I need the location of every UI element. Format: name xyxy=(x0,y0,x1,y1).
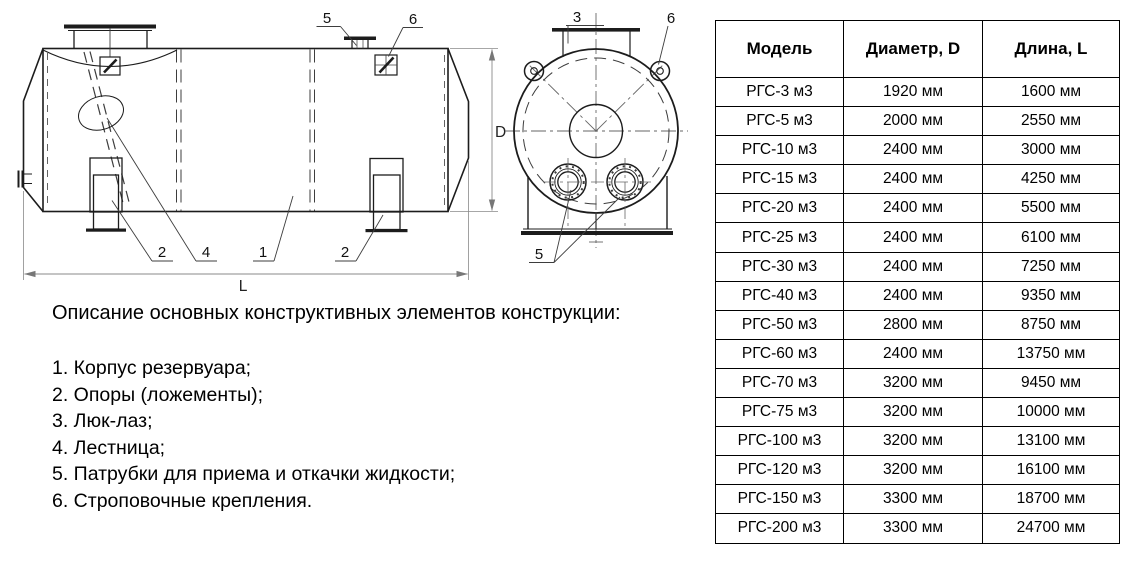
sling-fixture-right xyxy=(375,55,397,75)
table-row xyxy=(716,107,1120,136)
end-support xyxy=(521,176,673,235)
length-cell: 13100 мм xyxy=(983,427,1120,456)
svg-text:6: 6 xyxy=(408,11,418,28)
length-cell: 9450 мм xyxy=(983,368,1120,397)
table-row xyxy=(716,223,1120,252)
diameter-cell: 3200 мм xyxy=(844,427,983,456)
diameter-cell: 2400 мм xyxy=(844,252,983,281)
support-left xyxy=(86,158,126,232)
length-cell: 16100 мм xyxy=(983,456,1120,485)
table-row xyxy=(716,485,1120,514)
callout-lug xyxy=(659,10,676,65)
model-cell: РГС-200 м3 xyxy=(716,514,844,543)
description-item-nozzles: 5. Патрубки для приема и откачки жидкости; xyxy=(52,463,456,486)
diameter-cell: 3200 мм xyxy=(844,368,983,397)
model-cell: РГС-3 м3 xyxy=(716,78,844,107)
model-cell: РГС-20 м3 xyxy=(716,194,844,223)
svg-text:2: 2 xyxy=(340,244,350,261)
model-cell: РГС-120 м3 xyxy=(716,456,844,485)
description-item-supports: 2. Опоры (ложементы); xyxy=(52,383,264,406)
svg-text:3: 3 xyxy=(572,9,582,26)
model-cell: РГС-25 м3 xyxy=(716,223,844,252)
table-row xyxy=(716,368,1120,397)
description-title: Описание основных конструктивных элементов конструкции: xyxy=(52,302,621,324)
length-cell: 24700 мм xyxy=(983,514,1120,543)
manhole-platform xyxy=(64,25,156,58)
header-length: Длина, L xyxy=(983,21,1120,78)
diameter-cell: 3300 мм xyxy=(844,514,983,543)
length-cell: 1600 мм xyxy=(983,78,1120,107)
table-row xyxy=(716,136,1120,165)
lifting-lug-right xyxy=(651,62,670,81)
length-cell: 7250 мм xyxy=(983,252,1120,281)
description-item-manhole: 3. Люк-лаз; xyxy=(52,410,153,433)
length-cell: 8750 мм xyxy=(983,310,1120,339)
model-cell: РГС-60 м3 xyxy=(716,339,844,368)
length-cell: 18700 мм xyxy=(983,485,1120,514)
table-row xyxy=(716,194,1120,223)
diameter-cell: 2800 мм xyxy=(844,310,983,339)
table-row xyxy=(716,339,1120,368)
description-list xyxy=(52,355,700,515)
model-cell: РГС-50 м3 xyxy=(716,310,844,339)
description-item-slings: 6. Строповочные крепления. xyxy=(52,489,313,512)
header-diameter: Диаметр, D xyxy=(844,21,983,78)
diameter-cell: 1920 мм xyxy=(844,78,983,107)
length-cell: 3000 мм xyxy=(983,136,1120,165)
end-view xyxy=(505,9,688,263)
callout-nozzle-top xyxy=(317,10,357,46)
support-right xyxy=(366,159,408,233)
diameter-cell: 2400 мм xyxy=(844,194,983,223)
table-row xyxy=(716,456,1120,485)
diameter-cell: 2400 мм xyxy=(844,339,983,368)
callout-manhole xyxy=(566,9,604,44)
diameter-cell: 3300 мм xyxy=(844,485,983,514)
length-cell: 9350 мм xyxy=(983,281,1120,310)
model-cell: РГС-30 м3 xyxy=(716,252,844,281)
model-cell: РГС-150 м3 xyxy=(716,485,844,514)
diameter-label: D xyxy=(495,124,507,141)
header-row xyxy=(716,21,1120,78)
callout-ladder xyxy=(107,118,217,261)
length-cell: 2550 мм xyxy=(983,107,1120,136)
diameter-cell: 2400 мм xyxy=(844,281,983,310)
side-fitting xyxy=(19,171,33,188)
length-cell: 4250 мм xyxy=(983,165,1120,194)
callout-sling-top xyxy=(389,11,424,57)
length-cell: 6100 мм xyxy=(983,223,1120,252)
table-row xyxy=(716,165,1120,194)
model-cell: РГС-40 м3 xyxy=(716,281,844,310)
table-row xyxy=(716,514,1120,543)
length-cell: 5500 мм xyxy=(983,194,1120,223)
tank-technical-drawing xyxy=(0,0,710,300)
svg-text:5: 5 xyxy=(534,246,544,263)
model-cell: РГС-75 м3 xyxy=(716,398,844,427)
diameter-cell: 3200 мм xyxy=(844,456,983,485)
table-row xyxy=(716,310,1120,339)
length-label: L xyxy=(238,278,248,295)
model-cell: РГС-100 м3 xyxy=(716,427,844,456)
model-cell: РГС-5 м3 xyxy=(716,107,844,136)
description-item-shell: 1. Корпус резервуара; xyxy=(52,357,252,379)
spec-table xyxy=(715,20,1120,544)
svg-text:4: 4 xyxy=(201,244,211,261)
side-view xyxy=(19,10,507,295)
table-row xyxy=(716,281,1120,310)
description-block xyxy=(52,301,700,515)
model-cell: РГС-70 м3 xyxy=(716,368,844,397)
diameter-cell: 2000 мм xyxy=(844,107,983,136)
top-nozzle xyxy=(344,37,376,49)
svg-text:5: 5 xyxy=(322,10,332,27)
svg-text:1: 1 xyxy=(258,244,268,261)
dimension-diameter xyxy=(450,49,506,212)
spec-table-head xyxy=(716,21,1120,78)
length-cell: 13750 мм xyxy=(983,339,1120,368)
oval-opening xyxy=(74,90,128,136)
table-row xyxy=(716,78,1120,107)
spec-table-body xyxy=(716,78,1120,544)
header-model: Модель xyxy=(716,21,844,78)
length-cell: 10000 мм xyxy=(983,398,1120,427)
description-item-ladder: 4. Лестница; xyxy=(52,436,166,459)
model-cell: РГС-10 м3 xyxy=(716,136,844,165)
table-row xyxy=(716,252,1120,281)
callout-shell xyxy=(253,196,293,261)
svg-text:2: 2 xyxy=(157,244,167,261)
diameter-cell: 2400 мм xyxy=(844,165,983,194)
table-row xyxy=(716,427,1120,456)
model-cell: РГС-15 м3 xyxy=(716,165,844,194)
diameter-cell: 3200 мм xyxy=(844,398,983,427)
shell-weld-seams xyxy=(177,50,315,212)
callout-support-right xyxy=(335,215,383,261)
table-row xyxy=(716,398,1120,427)
diameter-cell: 2400 мм xyxy=(844,136,983,165)
diameter-cell: 2400 мм xyxy=(844,223,983,252)
svg-text:6: 6 xyxy=(666,10,676,27)
